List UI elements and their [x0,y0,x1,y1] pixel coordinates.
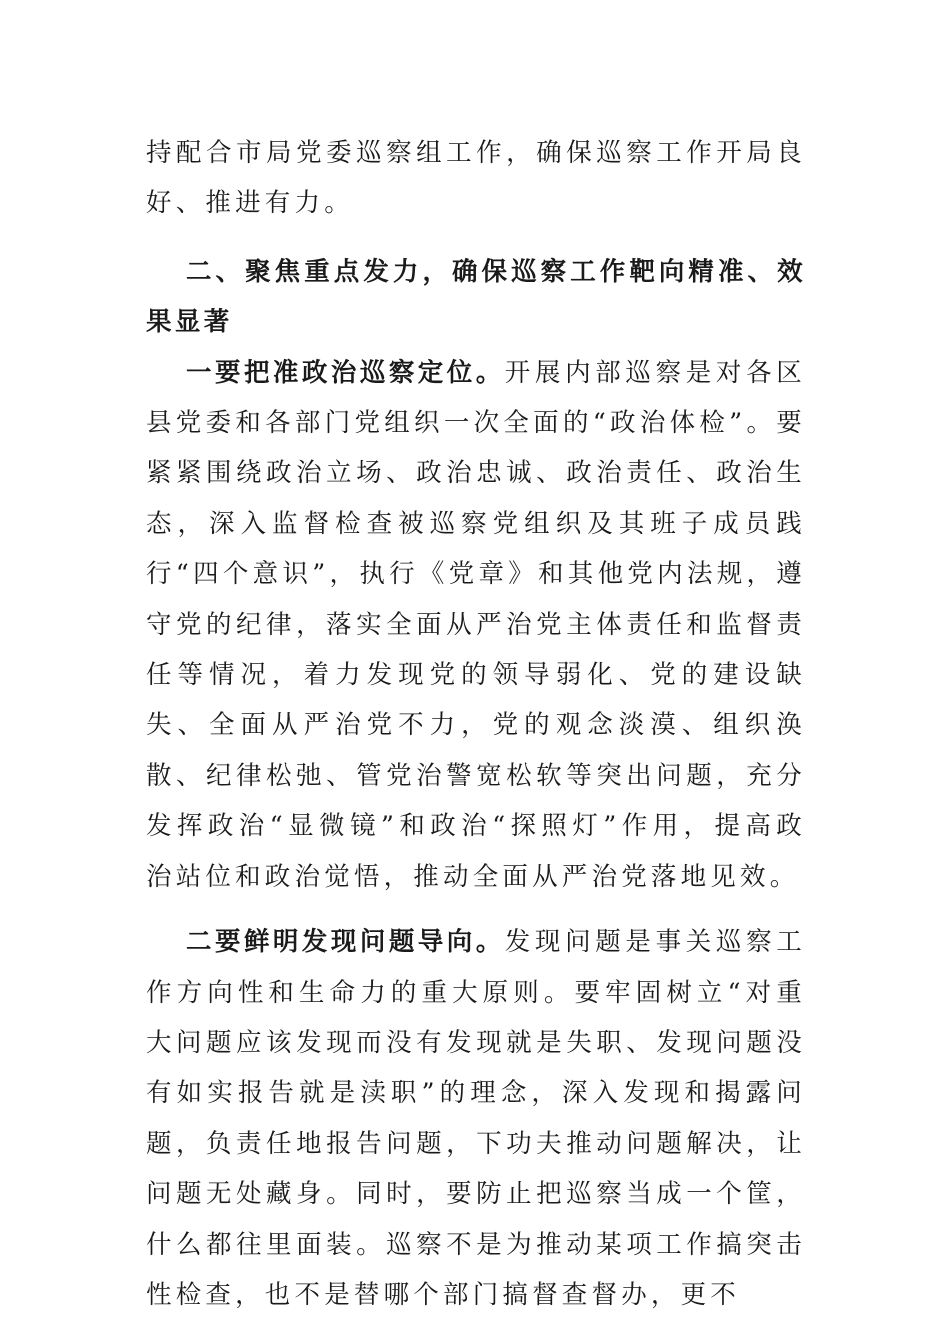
item-2-body: 发现问题是事关巡察工作方向性和生命力的重大原则。要牢固树立“对重大问题应该发现而没有发现就是失职、发现问题没有如实报告就是渎职”的理念，深入发现和揭露问题，负责任地报告问题，下功夫推动问题解决，让问题无处藏身。同时，要防止把巡察当成一个筐，什么都往里面装。巡察不是为推动某项工作搞突击性检查，也不是替哪个部门搞督查督办，更不 [146,927,806,1310]
document-page [146,128,806,1320]
paragraph-item-2 [146,917,806,1320]
section-heading: 二、聚焦重点发力，确保巡察工作靶向精准、效果显著 [146,256,806,338]
item-2-lead: 二要鲜明发现问题导向。 [186,927,505,958]
item-1-body: 开展内部巡察是对各区县党委和各部门党组织一次全面的“政治体检”。要紧紧围绕政治立场、政治忠诚、政治责任、政治生态，深入监督检查被巡察党组织及其班子成员践行“四个意识”，执行《党章》和其他党内法规，遵守党的纪律，落实全面从严治党主体责任和监督责任等情况，着力发现党的领导弱化、党的建设缺失、全面从严治党不力，党的观念淡漠、组织涣散、纪律松弛、管党治警宽松软等突出问题，充分发挥政治“显微镜”和政治“探照灯”作用，提高政治站位和政治觉悟，推动全面从严治党落地见效。 [146,357,806,892]
paragraph-item-1 [146,348,806,902]
item-1-lead: 一要把准政治巡察定位。 [186,357,505,388]
paragraph-continuation: 持配合市局党委巡察组工作，确保巡察工作开局良好、推进有力。 [146,138,806,219]
